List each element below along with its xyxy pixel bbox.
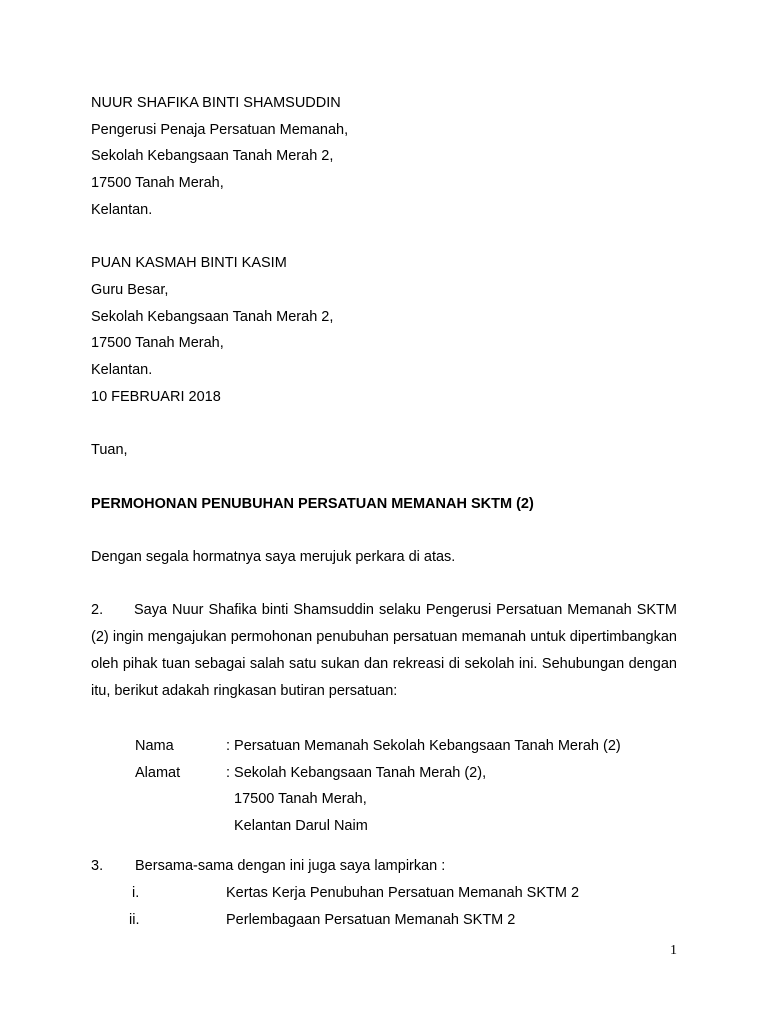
opening-sentence: Dengan segala hormatnya saya merujuk perkara di atas.: [91, 549, 456, 565]
paragraph-number: 3.: [91, 858, 104, 874]
sender-line: Kelantan.: [91, 202, 153, 218]
letter-date: 10 FEBRUARI 2018: [91, 389, 221, 405]
list-item: Perlembagaan Persatuan Memanah SKTM 2: [226, 912, 516, 928]
sender-line: 17500 Tanah Merah,: [91, 175, 224, 191]
page-number: 1: [670, 943, 677, 958]
subject-heading: PERMOHONAN PENUBUHAN PERSATUAN MEMANAH SKTM (2): [91, 496, 534, 512]
sender-line: Sekolah Kebangsaan Tanah Merah 2,: [91, 148, 334, 164]
paragraph-2: [91, 597, 677, 705]
paragraph-3-text: Bersama-sama dengan ini juga saya lampirkan :: [135, 858, 446, 874]
list-item: Kertas Kerja Penubuhan Persatuan Memanah SKTM 2: [226, 885, 580, 901]
paragraph-number: 2.: [91, 602, 104, 618]
detail-value-alamat: Kelantan Darul Naim: [234, 818, 368, 834]
salutation: Tuan,: [91, 442, 128, 458]
sender-name: NUUR SHAFIKA BINTI SHAMSUDDIN: [91, 95, 341, 111]
sender-line: Pengerusi Penaja Persatuan Memanah,: [91, 122, 349, 138]
detail-value-alamat: 17500 Tanah Merah,: [234, 791, 367, 807]
recipient-line: Sekolah Kebangsaan Tanah Merah 2,: [91, 309, 334, 325]
detail-value-alamat: : Sekolah Kebangsaan Tanah Merah (2),: [226, 765, 487, 781]
recipient-line: 17500 Tanah Merah,: [91, 335, 224, 351]
list-marker: ii.: [129, 912, 140, 928]
recipient-line: Guru Besar,: [91, 282, 169, 298]
detail-label-nama: Nama: [135, 738, 174, 754]
detail-label-alamat: Alamat: [135, 765, 181, 781]
detail-value-nama: : Persatuan Memanah Sekolah Kebangsaan Tanah Merah (2): [226, 738, 621, 754]
list-marker: i.: [132, 885, 140, 901]
recipient-line: Kelantan.: [91, 362, 153, 378]
paragraph-text: Saya Nuur Shafika binti Shamsuddin selaku Pengerusi Persatuan Memanah SKTM (2) ingin mengajukan permohonan penubuhan persatuan memanah untuk dipertimbangkan oleh pihak tuan sebagai salah satu sukan dan rekreasi di sekolah ini. Sehubungan dengan itu, berikut adakah ringkasan butiran persatuan:: [91, 602, 677, 699]
recipient-name: PUAN KASMAH BINTI KASIM: [91, 255, 287, 271]
